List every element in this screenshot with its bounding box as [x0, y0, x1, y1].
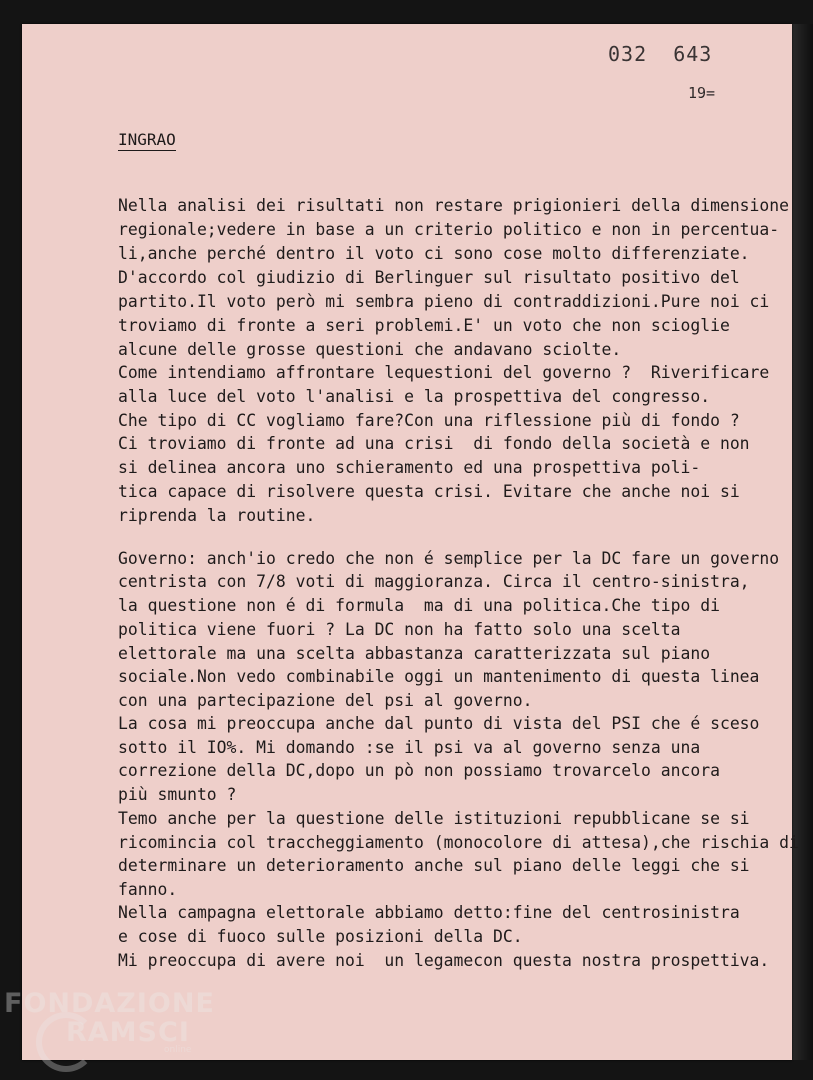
- document-edge-shadow: [792, 24, 813, 1060]
- text-line: sociale.Non vedo combinabile oggi un mantenimento di questa linea: [118, 667, 760, 686]
- text-line: politica viene fuori ? La DC non ha fatto solo una scelta: [118, 620, 681, 639]
- fondazione-gramsci-watermark: [4, 990, 215, 1055]
- text-line: tica capace di risolvere questa crisi. Evitare che anche noi si: [118, 482, 740, 501]
- text-line: Mi preoccupa di avere noi un legamecon questa nostra prospettiva.: [118, 951, 770, 970]
- page-number: 19=: [688, 84, 716, 102]
- text-line: e cose di fuoco sulle posizioni della DC.: [118, 927, 523, 946]
- text-line: ricomincia col traccheggiamento (monocolore di attesa),che rischia di: [118, 833, 799, 852]
- text-line: riprenda la routine.: [118, 506, 316, 525]
- archive-number: 032 643: [608, 42, 713, 66]
- text-line: troviamo di fronte a seri problemi.E' un voto che non scioglie: [118, 316, 730, 335]
- text-line: determinare un deterioramento anche sul piano delle leggi che si: [118, 856, 750, 875]
- watermark-line1: FONDAZIONE: [4, 988, 215, 1019]
- text-line: partito.Il voto però mi sembra pieno di contraddizioni.Pure noi ci: [118, 292, 770, 311]
- watermark-line2: RAMSCI: [66, 1017, 190, 1048]
- text-line: Che tipo di CC vogliamo fare?Con una riflessione più di fondo ?: [118, 411, 740, 430]
- text-line: alcune delle grosse questioni che andavano sciolte.: [118, 340, 622, 359]
- speaker-heading: INGRAO: [118, 130, 176, 149]
- text-line: D'accordo col giudizio di Berlinguer sul risultato positivo del: [118, 268, 740, 287]
- text-line: si delinea ancora uno schieramento ed una prospettiva poli-: [118, 458, 701, 477]
- text-line: Nella analisi dei risultati non restare prigionieri della dimensione: [118, 196, 790, 215]
- text-line: la questione non é di formula ma di una politica.Che tipo di: [118, 596, 720, 615]
- text-line: elettorale ma una scelta abbastanza caratterizzata sul piano: [118, 644, 711, 663]
- text-line: con una partecipazione del psi al governo.: [118, 691, 533, 710]
- text-line: sotto il IO%. Mi domando :se il psi va al governo senza una: [118, 738, 701, 757]
- text-line: Temo anche per la questione delle istituzioni repubblicane se si: [118, 809, 750, 828]
- text-line: Nella campagna elettorale abbiamo detto:fine del centrosinistra: [118, 903, 740, 922]
- text-line: La cosa mi preoccupa anche dal punto di vista del PSI che é sceso: [118, 714, 760, 733]
- text-line: più smunto ?: [118, 785, 237, 804]
- text-line: regionale;vedere in base a un criterio politico e non in percentua-: [118, 220, 780, 239]
- text-line: Ci troviamo di fronte ad una crisi di fondo della società e non: [118, 434, 750, 453]
- text-line: alla luce del voto l'analisi e la prospettiva del congresso.: [118, 387, 711, 406]
- text-line: Governo: anch'io credo che non é semplice per la DC fare un governo: [118, 549, 780, 568]
- text-line: centrista con 7/8 voti di maggioranza. Circa il centro-sinistra,: [118, 572, 750, 591]
- watermark-g-logo-icon: [36, 1012, 96, 1072]
- text-line: correzione della DC,dopo un pò non possiamo trovarcelo ancora: [118, 761, 720, 780]
- watermark-line3: online: [164, 1045, 192, 1055]
- text-line: li,anche perché dentro il voto ci sono cose molto differenziate.: [118, 244, 750, 263]
- text-line: fanno.: [118, 880, 178, 899]
- text-line: Come intendiamo affrontare lequestioni del governo ? Riverificare: [118, 363, 770, 382]
